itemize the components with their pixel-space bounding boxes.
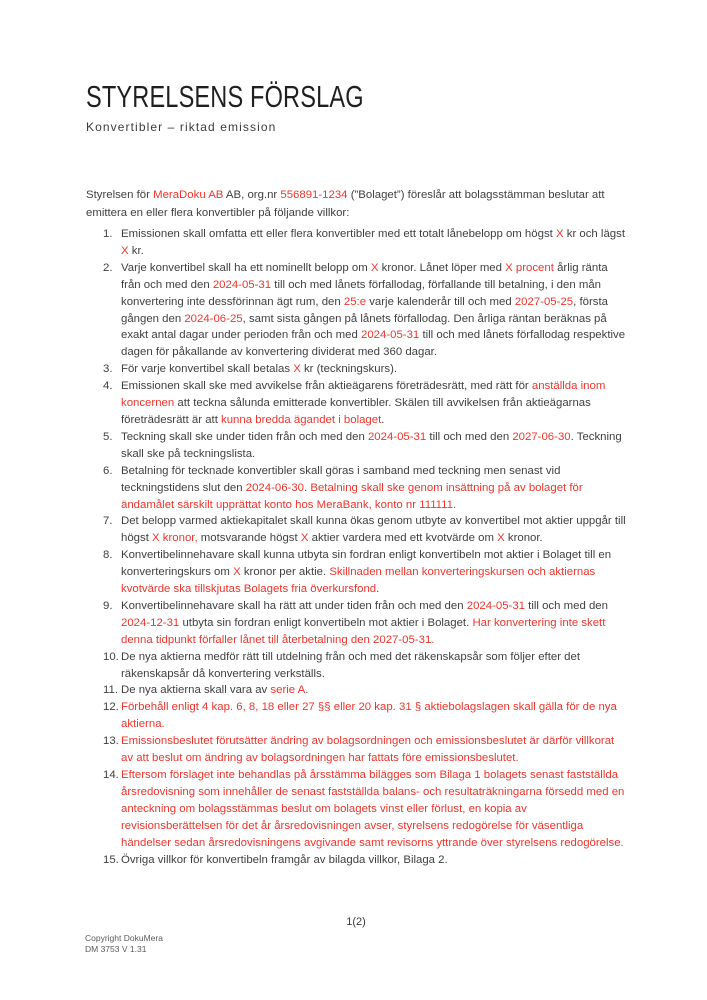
term-item-8 xyxy=(86,547,626,598)
highlighted-text-run: Emissionsbeslutet förutsätter ändring av bolagsordningen och emissionsbeslutet är därför villkorat av att beslut om ändring av bolagsordningen har fattats före emissionsbeslutet. xyxy=(121,735,615,765)
text-run: . xyxy=(304,481,311,494)
text-run: utbyta sin fordran enligt konvertibeln mot aktier i Bolaget. xyxy=(179,616,473,629)
text-run: . Teckning skall ske på teckningslista. xyxy=(121,430,622,460)
document-subtitle: Konvertibler – riktad emission xyxy=(86,120,277,134)
text-run: Varje konvertibel skall ha ett nominellt belopp om xyxy=(121,261,371,274)
highlighted-text-run: 2024-05-31 xyxy=(466,599,526,612)
term-text xyxy=(121,852,626,869)
highlighted-text-run: 2024-06-25 xyxy=(184,312,243,325)
term-number: 14. xyxy=(103,769,119,781)
term-text xyxy=(121,682,626,699)
term-item-12 xyxy=(86,699,626,733)
highlighted-text-run: 25:e xyxy=(343,295,367,308)
text-run: De nya aktierna medför rätt till utdelning från och med det räkenskapsår som följer efter det räkenskapsår då konvertering verkställs. xyxy=(121,650,581,680)
term-text xyxy=(121,699,626,733)
term-number: 7. xyxy=(103,515,113,528)
text-run: aktier vardera med ett kvotvärde om xyxy=(308,532,498,545)
text-run: kronor per aktie. xyxy=(240,566,330,579)
highlighted-text-run: X xyxy=(121,244,129,257)
text-run: kr och lägst xyxy=(563,228,625,240)
text-run: Konvertibelinnehavare skall ha rätt att under tiden från och med den xyxy=(121,599,467,612)
term-item-3 xyxy=(86,361,626,378)
term-text xyxy=(121,649,626,683)
term-text xyxy=(121,361,626,378)
term-item-11 xyxy=(86,682,626,699)
term-text xyxy=(121,260,626,361)
highlighted-text-run: Skillnaden mellan konverteringskursen och aktiernas kvotvärde ska tillskjutas Bolagets fria överkursfond xyxy=(121,566,596,596)
term-number: 9. xyxy=(103,599,113,612)
highlighted-text-run: X xyxy=(293,363,301,376)
term-number: 11. xyxy=(103,684,118,697)
highlighted-text-run: X xyxy=(300,532,309,545)
text-run: kronor. Lånet löper med xyxy=(378,261,506,274)
text-run: Konvertibelinnehavare skall kunna utbyta sin fordran enligt konvertibeln mot aktier i Bolaget till en konverteringskurs om xyxy=(121,549,612,579)
term-item-15 xyxy=(86,852,626,869)
term-number: 4. xyxy=(103,380,113,393)
text-run: Betalning för tecknade konvertibler skall göras i samband med teckning men senast vid teckningstidens slut den xyxy=(121,464,561,494)
text-run: till och med den xyxy=(525,599,608,612)
highlighted-text-run: 556891-1234 xyxy=(280,189,348,202)
footer-doc-id: DM 3753 V 1.31 xyxy=(85,944,147,954)
term-item-7 xyxy=(86,513,626,547)
document-title: STYRELSENS FÖRSLAG xyxy=(86,79,364,114)
text-run: AB, org.nr xyxy=(223,189,281,202)
footer-copyright: Copyright DokuMera xyxy=(85,933,163,943)
text-run: kronor. xyxy=(504,532,543,545)
highlighted-text-run: Förbehåll enligt 4 kap. 6, 8, 18 eller 27 §§ eller 20 kap. 31 § aktiebolagslagen skall gälla för de nya aktierna. xyxy=(121,701,617,731)
text-run: årlig ränta från och med den xyxy=(121,261,608,291)
highlighted-text-run: 2024-05-31 xyxy=(212,278,272,291)
term-number: 15. xyxy=(103,853,119,866)
text-run: Styrelsen för xyxy=(86,189,154,202)
term-number: 6. xyxy=(103,464,113,477)
highlighted-text-run: X kronor, xyxy=(152,532,198,545)
highlighted-text-run: X xyxy=(370,261,379,274)
text-run: För varje konvertibel skall betalas xyxy=(121,363,294,376)
text-run: De nya aktierna skall vara av xyxy=(121,684,271,697)
highlighted-text-run: Eftersom förslaget inte behandlas på årsstämma bilägges som Bilaga 1 bolagets senast fastställda årsredovisning som innehåller de senast fastställda balans- och resultaträkningarna försedd med en anteckning om bolagsstämmas beslut om bolagets vinst eller förlust, en kopia av revisionsberättelsen för det år årsredovisningen avser, styrelsens redogörelse för väsentliga händelser sedan årsredovisningens avgivande samt revisorns yttrande över styrelsens redogörelse. xyxy=(121,769,625,849)
text-run: Övriga villkor för konvertibeln framgår av bilagda villkor, Bilaga 2. xyxy=(121,853,448,866)
intro-paragraph xyxy=(86,187,626,222)
term-text xyxy=(121,547,626,598)
text-run: till och med den xyxy=(426,430,513,443)
text-run: , första gången den xyxy=(121,295,608,325)
text-run: motsvarande högst xyxy=(197,532,301,545)
term-item-14 xyxy=(86,767,626,852)
text-run: . xyxy=(376,583,380,596)
term-number: 10. xyxy=(103,650,119,663)
term-number: 5. xyxy=(103,430,113,443)
text-run: , samt sista gången på lånets förfallodag. Den årliga räntan beräknas på exakt antal dagar under perioden från och med xyxy=(121,312,607,342)
term-number: 12. xyxy=(103,701,119,714)
term-text xyxy=(121,767,626,852)
highlighted-text-run: 2024-12-31 xyxy=(121,616,180,629)
text-run: Teckning skall ske under tiden från och med den xyxy=(121,430,368,443)
term-number: 13. xyxy=(103,735,119,748)
term-text xyxy=(121,513,626,547)
term-item-2 xyxy=(86,260,626,361)
highlighted-text-run: Betalning skall ske genom insättning på av bolaget för ändamålet särskilt upprättat konto hos MeraBank, konto nr 111111. xyxy=(121,481,583,511)
term-item-4 xyxy=(86,378,626,429)
text-run: (”Bolaget”) föreslår att bolagsstämman beslutar att emittera en eller flera konvertibler på följande villkor: xyxy=(86,189,605,219)
term-number: 2. xyxy=(103,261,113,274)
text-run: Emissionen skall ske med avvikelse från aktieägarens företrädesrätt, med rätt för xyxy=(121,380,532,393)
highlighted-text-run: 2027-05-25 xyxy=(514,295,574,308)
footer-meta xyxy=(85,933,163,955)
highlighted-text-run: X xyxy=(233,566,241,579)
term-item-13 xyxy=(86,733,626,767)
text-run: kr (teckningskurs). xyxy=(300,363,398,376)
text-run: till och med lånets förfallodag respektive dagen för påkallande av konvertering dividerat med 360 dagar. xyxy=(121,329,626,359)
terms-list xyxy=(86,226,626,868)
term-text xyxy=(121,226,626,260)
term-text xyxy=(121,733,626,767)
term-item-5 xyxy=(86,429,626,463)
term-item-10 xyxy=(86,649,626,683)
term-number: 8. xyxy=(103,549,113,562)
highlighted-text-run: X xyxy=(497,532,505,545)
text-run: till och med lånets förfallodag, förfallande till betalning, i den mån konvertering inte dessförinnan ägt rum, den xyxy=(121,278,601,308)
highlighted-text-run: serie A xyxy=(270,684,306,697)
term-item-1 xyxy=(86,226,626,260)
page-number: 1(2) xyxy=(346,916,366,928)
term-text xyxy=(121,598,626,649)
term-item-9 xyxy=(86,598,626,649)
highlighted-text-run: Har konvertering inte skett denna tidpunkt förfaller lånet till återbetalning den 2027-05-31. xyxy=(121,616,606,646)
text-run: varje kalenderår till och med xyxy=(366,295,515,308)
term-item-6 xyxy=(86,463,626,514)
term-number: 3. xyxy=(103,363,113,376)
text-run: Det belopp varmed aktiekapitalet skall kunna ökas genom utbyte av konvertibel mot aktier uppgår till högst xyxy=(121,515,626,545)
term-number: 1. xyxy=(103,228,113,240)
highlighted-text-run: kunna bredda ägandet i bolaget xyxy=(221,413,382,426)
highlighted-text-run: anställda inom koncernen xyxy=(121,380,606,410)
highlighted-text-run: X xyxy=(555,228,564,240)
term-text xyxy=(121,463,626,514)
text-run: att teckna sålunda emitterade konvertibler. Skälen till avvikelsen från aktieägarnas företrädesrätt är att xyxy=(121,397,591,426)
text-run: kr. xyxy=(128,244,144,257)
text-run: . xyxy=(381,413,385,426)
highlighted-text-run: MeraDoku AB xyxy=(153,189,224,202)
highlighted-text-run: 2027-06-30 xyxy=(512,430,571,443)
highlighted-text-run: 2024-06-30 xyxy=(245,481,305,494)
term-text xyxy=(121,378,626,429)
term-text xyxy=(121,429,626,463)
highlighted-text-run: 2024-05-31 xyxy=(367,430,427,443)
highlighted-text-run: 2024-05-31 xyxy=(361,329,420,342)
highlighted-text-run: X procent xyxy=(505,261,554,274)
text-run: . xyxy=(305,684,309,697)
text-run: Emissionen skall omfatta ett eller flera konvertibler med ett totalt lånebelopp om högst xyxy=(121,228,556,240)
